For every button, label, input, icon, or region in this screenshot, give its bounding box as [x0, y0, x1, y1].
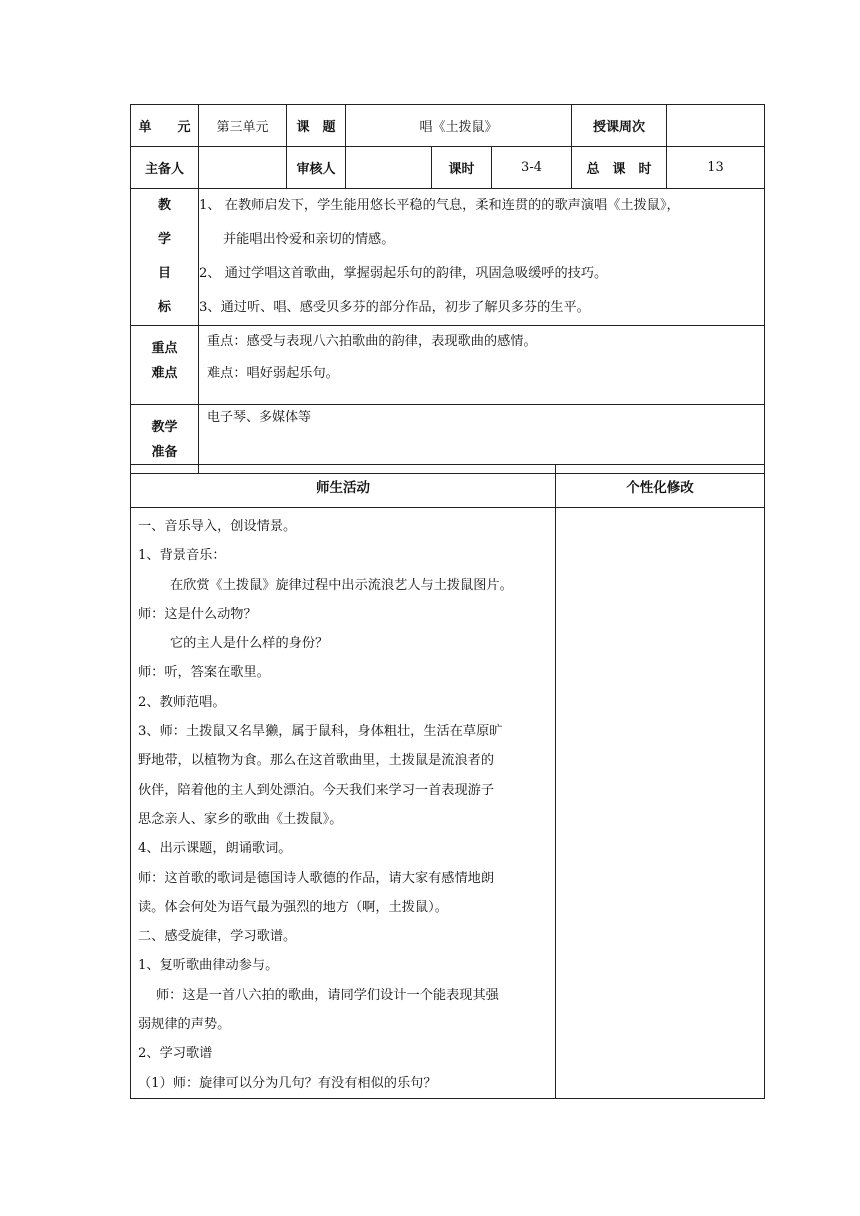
activity-line: 师：这是什么动物？: [138, 606, 257, 622]
activities-table: [130, 464, 765, 1099]
activity-line: 弱规律的声势。: [138, 1017, 231, 1033]
activity-line: （1）师：旋律可以分为几句？有没有相似的乐句？: [138, 1075, 437, 1091]
objective-line: 并能唱出怜爱和亲切的情感。: [223, 232, 395, 247]
difficult-point: 难点：唱好弱起乐句。: [207, 366, 339, 381]
activity-line: 读。体会何处为语气最为强烈的地方（啊，土拨鼠）。: [138, 899, 448, 915]
activity-line: 思念亲人、家乡的歌曲《土拨鼠》。: [138, 811, 343, 827]
key-points-label-line: 重点: [151, 341, 178, 356]
key-points-label: [131, 326, 199, 405]
lesson-header-table: [130, 104, 765, 474]
topic-label: 课 题: [287, 105, 346, 147]
unit-label: 单 元: [131, 105, 199, 147]
objectives-text: [199, 189, 765, 326]
reviewer-label: 审核人: [287, 147, 346, 189]
reviewer-value: [346, 147, 432, 189]
activities-header: 师生活动: [131, 465, 556, 508]
modify-content: [556, 508, 765, 1099]
preparer-label: 主备人: [131, 147, 199, 189]
objectives-label: [131, 189, 199, 326]
objectives-label-char: 学: [157, 232, 171, 247]
activity-line: 师：听，答案在歌里。: [138, 665, 270, 681]
activity-line: 师：这是一首八六拍的歌曲，请同学们设计一个能表现其强: [156, 987, 499, 1003]
activity-line: 2、学习歌谱: [138, 1046, 213, 1062]
key-points-label-line: 难点: [151, 366, 178, 381]
key-points-text: [199, 326, 765, 405]
activity-line: 它的主人是什么样的身份？: [170, 636, 329, 652]
activities-content: [131, 508, 556, 1099]
objectives-label-char: 教: [157, 198, 171, 213]
total-value: 13: [667, 147, 765, 189]
activity-line: 二、感受旋律，学习歌谱。: [138, 929, 297, 945]
activity-line: 野地带，以植物为食。那么在这首歌曲里，土拨鼠是流浪者的: [138, 753, 495, 769]
activity-line: 师：这首歌的歌词是德国诗人歌德的作品，请大家有感情地朗: [138, 870, 495, 886]
objective-line: 1、 在教师启发下，学生能用悠长平稳的气息，柔和连贯的的歌声演唱《土拨鼠》，: [199, 198, 680, 213]
modify-header: 个性化修改: [556, 465, 765, 508]
period-value: 3-4: [492, 147, 572, 189]
activity-line: 在欣赏《土拨鼠》旋律过程中出示流浪艺人与土拨鼠图片。: [170, 577, 513, 593]
objectives-label-char: 标: [157, 300, 171, 315]
preparation-label-line: 准备: [151, 445, 178, 460]
week-label: 授课周次: [572, 105, 667, 147]
activity-line: 一、音乐导入，创设情景。: [138, 519, 297, 534]
objective-line: 2、 通过学唱这首歌曲，掌握弱起乐句的韵律，巩固急吸缓呼的技巧。: [199, 266, 608, 281]
activity-line: 1、背景音乐：: [138, 548, 226, 564]
key-point: 重点：感受与表现八六拍歌曲的韵律，表现歌曲的感情。: [207, 334, 537, 349]
objectives-label-char: 目: [157, 266, 171, 281]
activity-line: 2、教师范唱。: [138, 694, 226, 710]
activity-line: 1、复听歌曲律动参与。: [138, 958, 279, 974]
activity-line: 4、出示课题，朗诵歌词。: [138, 841, 292, 857]
total-label: 总 课 时: [572, 147, 667, 189]
activity-line: 3、师：土拨鼠又名旱獭，属于鼠科，身体粗壮，生活在草原旷: [138, 724, 503, 740]
week-value: [667, 105, 765, 147]
preparation-value: 电子琴、多媒体等: [199, 405, 765, 474]
period-label: 课时: [432, 147, 492, 189]
objective-line: 3、通过听、唱、感受贝多芬的部分作品，初步了解贝多芬的生平。: [199, 300, 590, 315]
activity-line: 伙伴，陪着他的主人到处漂泊。今天我们来学习一首表现游子: [138, 782, 495, 798]
preparer-value: [199, 147, 287, 189]
unit-value: 第三单元: [199, 105, 287, 147]
topic-value: 唱《土拨鼠》: [346, 105, 572, 147]
preparation-label-line: 教学: [151, 420, 178, 435]
